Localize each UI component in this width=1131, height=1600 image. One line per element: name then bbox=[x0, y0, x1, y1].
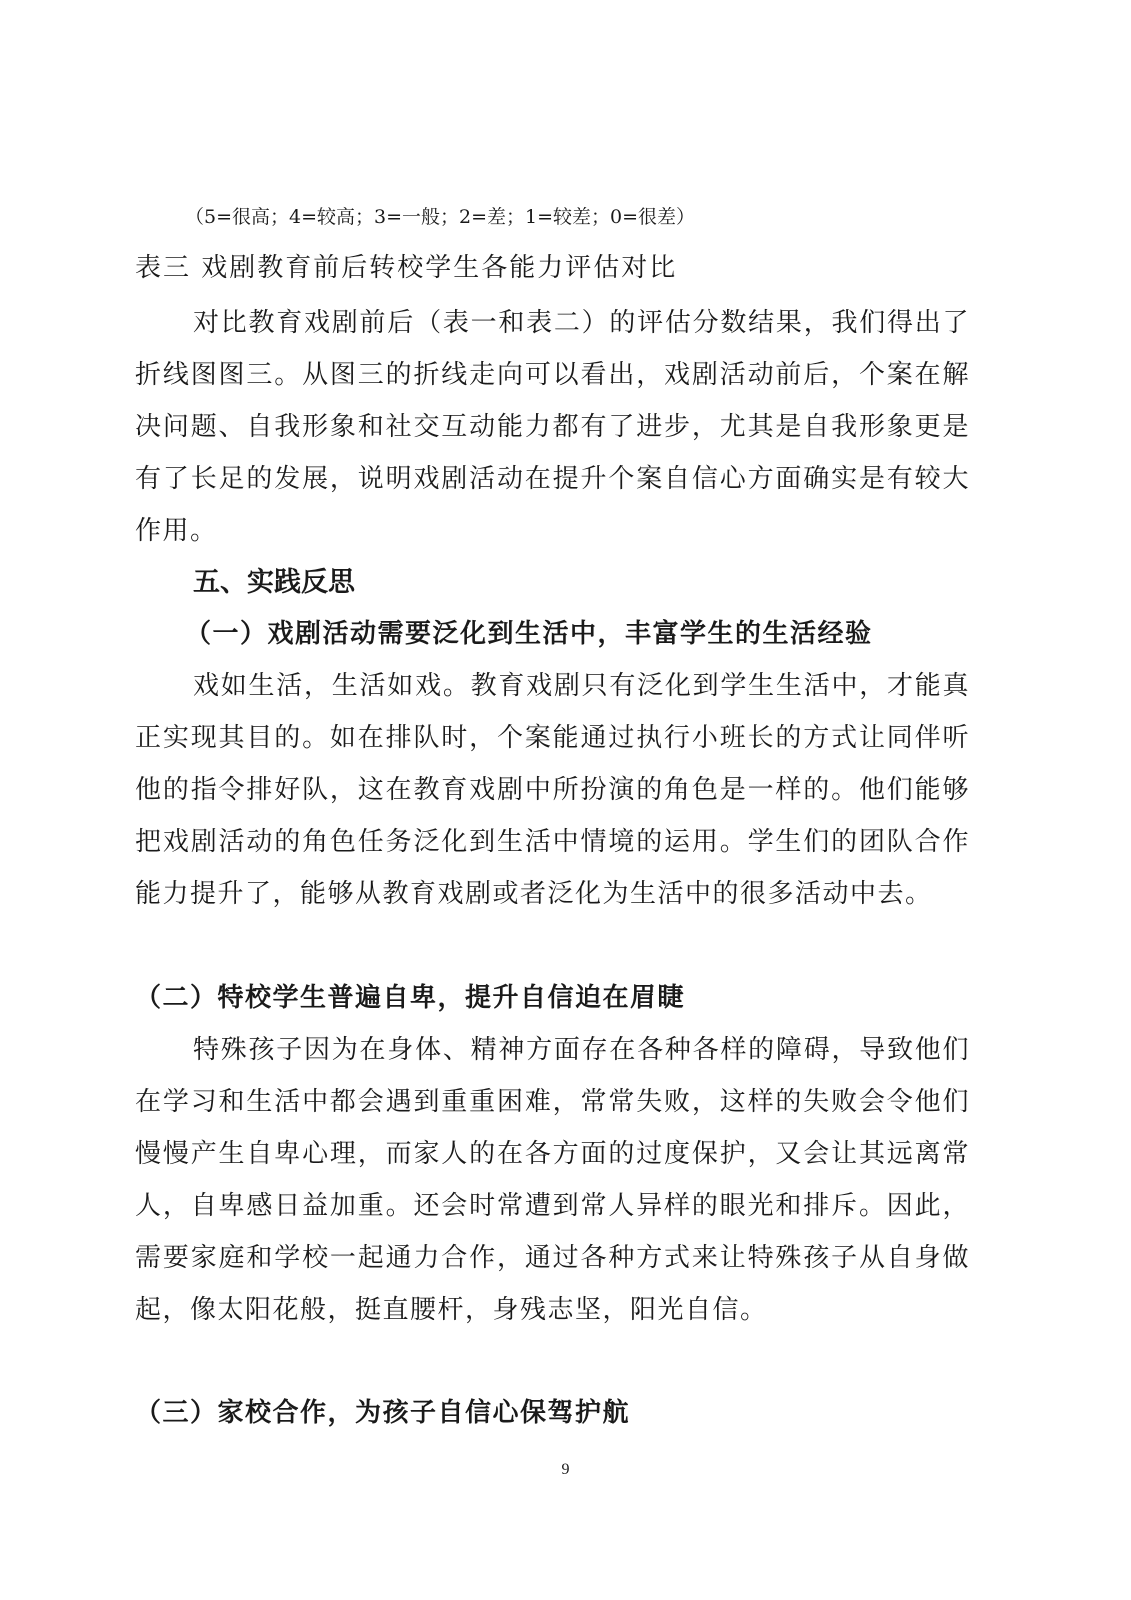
section-heading: 五、实践反思 bbox=[193, 567, 355, 598]
subsection-paragraph-1: 戏如生活，生活如戏。教育戏剧只有泛化到学生生活中，才能真正实现其目的。如在排队时，个案能通过执行小班长的方式让同伴听他的指令排好队，这在教育戏剧中所扮演的角色是一样的。他们能够把戏剧活动的角色任务泛化到生活中情境的运用。学生们的团队合作能力提升了，能够从教育戏剧或者泛化为生活中的很多活动中去。 bbox=[135, 671, 970, 909]
subsection-paragraph-2: 特殊孩子因为在身体、精神方面存在各种各样的障碍，导致他们在学习和生活中都会遇到重重困难，常常失败，这样的失败会令他们慢慢产生自卑心理，而家人的在各方面的过度保护，又会让其远离常人，自卑感日益加重。还会时常遭到常人异样的眼光和排斥。因此，需要家庭和学校一起通力合作，通过各种方式来让特殊孩子从自身做起，像太阳花般，挺直腰杆，身残志坚，阳光自信。 bbox=[135, 1035, 970, 1325]
subsection-heading-2: （二）特校学生普遍自卑，提升自信迫在眉睫 bbox=[135, 983, 686, 1013]
score-scale-note: （5=很高；4=较高；3=一般；2=差；1=较差；0=很差） bbox=[185, 206, 696, 228]
page-number: 9 bbox=[561, 1461, 570, 1478]
subsection-heading-3: （三）家校合作，为孩子自信心保驾护航 bbox=[135, 1398, 631, 1428]
comparison-paragraph: 对比教育戏剧前后（表一和表二）的评估分数结果，我们得出了折线图图三。从图三的折线走向可以看出，戏剧活动前后，个案在解决问题、自我形象和社交互动能力都有了进步，尤其是自我形象更是有了长足的发展，说明戏剧活动在提升个案自信心方面确实是有较大作用。 bbox=[135, 308, 970, 546]
table-caption: 表三 戏剧教育前后转校学生各能力评估对比 bbox=[135, 253, 678, 283]
subsection-heading-1: （一）戏剧活动需要泛化到生活中，丰富学生的生活经验 bbox=[185, 619, 873, 649]
